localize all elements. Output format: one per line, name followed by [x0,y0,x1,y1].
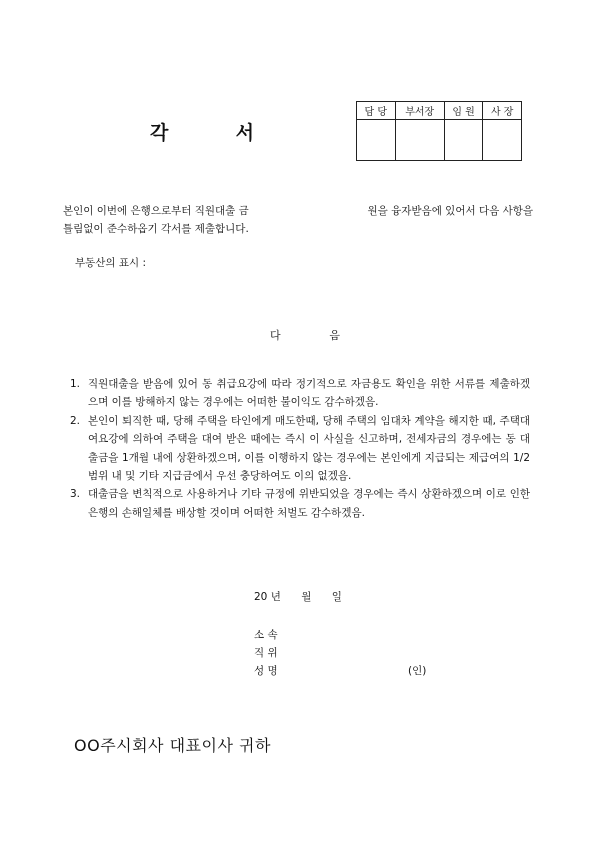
affiliation-label: 소 속 [254,629,278,641]
intro-paragraph [63,202,533,238]
position-label: 직 위 [254,647,278,659]
list-item [70,412,530,486]
loan-amount-blank[interactable] [273,202,343,220]
intro-line-2: 틀림없이 준수하옵기 각서를 제출합니다. [63,223,249,235]
date-year: 20 년 [254,591,281,603]
realty-label: 부동산의 표시 : [75,257,147,269]
name-label: 성 명 [254,665,278,677]
approval-sign-cell[interactable] [395,120,444,161]
approval-header-president: 사 장 [483,102,522,120]
intro-line-1-right: 원을 융자받음에 있어서 다음 사항을 [367,205,533,217]
heading-char-1: 다 [270,329,281,342]
approval-sign-cell[interactable] [444,120,483,161]
approval-header-manager: 담 당 [357,102,396,120]
approval-sign-cell[interactable] [357,120,396,161]
terms-list [70,375,530,522]
item-number: 2. [70,414,81,427]
list-item [70,485,530,522]
item-text: 본인이 퇴직한 때, 당해 주택을 타인에게 매도한때, 당해 주택의 임대차 계약을 해지한 때, 주택대여요강에 의하여 주택을 대여 받은 때에는 즉시 이 사실을 신고하며, 전세자금의 경우에는 동 대출금을 1개월 내에 상환하겠으며, 이를 이행하지 않는 경우에는 본인에게 지급되는 제급여의 1/2 범위 내 및 기타 지급금에서 우선 충당하여도 이의 없겠음. [88,414,530,483]
name-row [254,663,454,678]
section-heading [270,327,340,343]
item-text: 대출금을 변칙적으로 사용하거나 기타 규정에 위반되었을 경우에는 즉시 상환하겠으며 이로 인한 은행의 손해일체를 배상할 것이며 어떠한 처벌도 감수하겠음. [88,488,530,519]
approval-header-executive: 임 원 [444,102,483,120]
title-char-1: 각 [150,122,171,144]
date-month: 월 [301,591,312,603]
seal-mark[interactable]: (인) [408,665,427,677]
item-number: 3. [70,488,81,501]
list-item [70,375,530,412]
date-line [254,589,353,604]
date-day: 일 [331,591,342,603]
intro-line-1-left: 본인이 이번에 은행으로부터 직원대출 금 [63,205,249,217]
position-row [254,645,454,660]
heading-char-2: 음 [329,329,340,342]
document-title [150,118,290,145]
approval-header-dept-head: 부서장 [395,102,444,120]
addressee: OO주시회사 대표이사 귀하 [74,736,271,755]
approval-table [356,101,522,161]
item-number: 1. [70,378,81,390]
item-text: 직원대출을 받음에 있어 동 취급요강에 따라 정기적으로 자금용도 확인을 위한 서류를 제출하겠으며 이를 방해하지 않는 경우에는 어떠한 불이익도 감수하겠음. [88,378,530,409]
approval-sign-cell[interactable] [483,120,522,161]
title-char-2: 서 [235,122,256,144]
affiliation-row [254,627,454,642]
